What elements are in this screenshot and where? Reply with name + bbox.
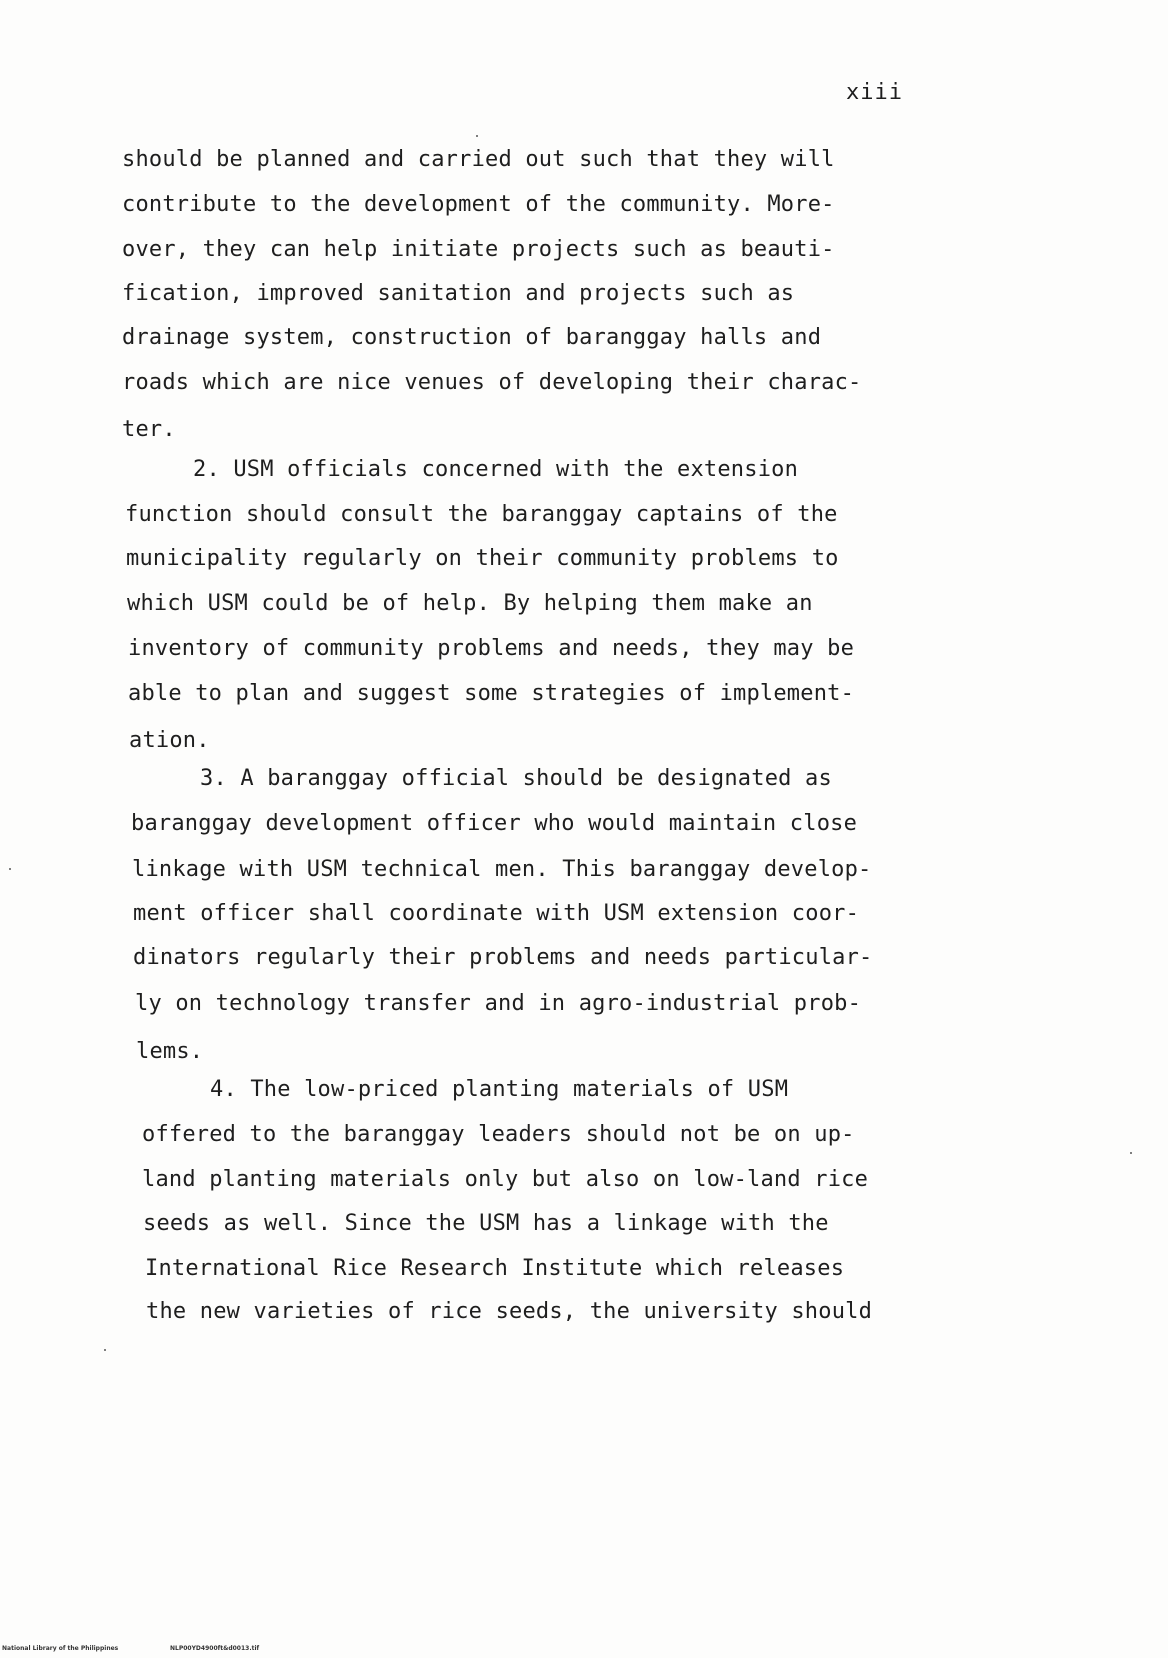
body-line: able to plan and suggest some strategies of implement- bbox=[128, 681, 855, 706]
body-line: over, they can help initiate projects such as beauti- bbox=[122, 237, 835, 262]
body-line: municipality regularly on their community problems to bbox=[126, 546, 839, 571]
body-line: roads which are nice venues of developing their charac- bbox=[122, 370, 862, 395]
body-line: linkage with USM technical men. This baranggay develop- bbox=[132, 857, 872, 882]
body-line: 4. The low-priced planting materials of USM bbox=[210, 1077, 789, 1102]
body-line: baranggay development officer who would maintain close bbox=[131, 811, 858, 836]
body-line: land planting materials only but also on low-land rice bbox=[142, 1167, 869, 1192]
body-line: which USM could be of help. By helping them make an bbox=[127, 591, 813, 616]
page-number: xiii bbox=[846, 80, 903, 105]
body-line: drainage system, construction of baranggay halls and bbox=[122, 325, 822, 350]
scan-speck bbox=[476, 135, 478, 137]
body-line: should be planned and carried out such that they will bbox=[122, 147, 835, 172]
body-line: ly on technology transfer and in agro-industrial prob- bbox=[135, 991, 862, 1016]
body-line: inventory of community problems and needs, they may be bbox=[128, 636, 855, 661]
scan-speck bbox=[104, 1349, 106, 1351]
body-line: dinators regularly their problems and needs particular- bbox=[133, 945, 873, 970]
footer-file-id: NLP00YD4900ft&d0013.tif bbox=[170, 1645, 260, 1652]
body-line: function should consult the baranggay captains of the bbox=[125, 502, 838, 527]
body-line: contribute to the development of the community. More- bbox=[122, 192, 835, 217]
body-line: ter. bbox=[122, 417, 176, 442]
body-line: ation. bbox=[129, 728, 210, 753]
body-line: offered to the baranggay leaders should not be on up- bbox=[142, 1122, 855, 1147]
body-line: International Rice Research Institute which releases bbox=[145, 1256, 845, 1281]
body-line: lems. bbox=[136, 1039, 204, 1064]
body-line: ment officer shall coordinate with USM extension coor- bbox=[133, 901, 860, 926]
scan-speck bbox=[9, 868, 11, 870]
body-line: 3. A baranggay official should be designated as bbox=[200, 766, 832, 791]
body-line: seeds as well. Since the USM has a linkage with the bbox=[143, 1211, 829, 1236]
body-line: fication, improved sanitation and projects such as bbox=[122, 281, 795, 306]
footer-library: National Library of the Philippines bbox=[2, 1645, 119, 1652]
body-line: 2. USM officials concerned with the extension bbox=[193, 457, 799, 482]
body-line: the new varieties of rice seeds, the university should bbox=[146, 1299, 873, 1324]
scan-speck bbox=[1130, 1152, 1132, 1154]
